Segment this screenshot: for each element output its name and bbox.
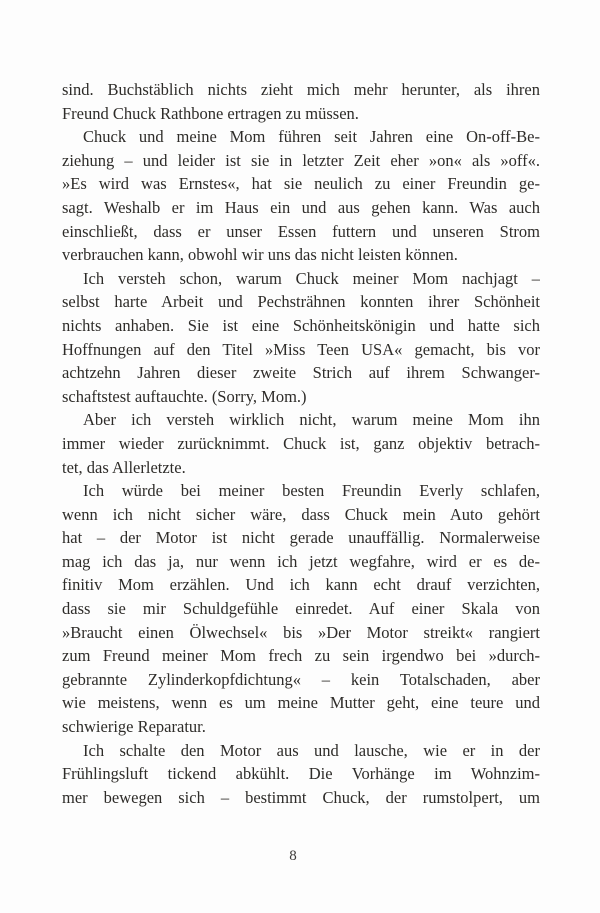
text-line: einschließt, dass er unser Essen futtern und unseren Strom — [62, 221, 540, 241]
text-line: dass sie mir Schuldgefühle einredet. Auf einer Skala von — [62, 599, 540, 619]
text-line: mag ich das ja, nur wenn ich jetzt wegfahre, wird er es de- — [62, 551, 540, 571]
text-line: ziehung – und leider ist sie in letzter Zeit eher »on« als »off«. — [62, 150, 540, 170]
text-line: schaftstest auftauchte. (Sorry, Mom.) — [62, 386, 307, 406]
text-line: tet, das Allerletzte. — [62, 457, 186, 477]
text-line: Aber ich versteh wirklich nicht, warum meine Mom ihn — [83, 410, 540, 430]
text-line: »Es wird was Ernstes«, hat sie neulich zu einer Freundin ge- — [62, 174, 540, 194]
text-line: immer wieder zurücknimmt. Chuck ist, ganz objektiv betrach- — [62, 433, 540, 453]
text-line: schwierige Reparatur. — [62, 717, 206, 737]
text-line: wie meistens, wenn es um meine Mutter geht, eine teure und — [62, 693, 540, 713]
text-line: Hoffnungen auf den Titel »Miss Teen USA« gemacht, bis vor — [62, 339, 540, 359]
text-line: gebrannte Zylinderkopfdichtung« – kein Totalschaden, aber — [62, 669, 540, 689]
text-line: sagt. Weshalb er im Haus ein und aus gehen kann. Was auch — [62, 197, 540, 217]
text-line: Ich würde bei meiner besten Freundin Everly schlafen, — [83, 481, 540, 501]
text-line: wenn ich nicht sicher wäre, dass Chuck mein Auto gehört — [62, 504, 540, 524]
text-line: achtzehn Jahren dieser zweite Strich auf ihrem Schwanger- — [62, 363, 540, 383]
text-line: selbst harte Arbeit und Pechsträhnen konnten ihrer Schönheit — [62, 292, 540, 312]
text-line: sind. Buchstäblich nichts zieht mich mehr herunter, als ihren — [62, 80, 540, 99]
text-line: Freund Chuck Rathbone ertragen zu müssen. — [62, 103, 359, 123]
text-line: finitiv Mom erzählen. Und ich kann echt drauf verzichten, — [62, 575, 540, 595]
page-number: 8 — [289, 848, 297, 864]
text-line: hat – der Motor ist nicht gerade unauffällig. Normalerweise — [62, 528, 540, 548]
body-text — [62, 78, 540, 809]
text-line: mer bewegen sich – bestimmt Chuck, der rumstolpert, um — [62, 787, 540, 807]
text-line: »Braucht einen Ölwechsel« bis »Der Motor streikt« rangiert — [62, 622, 540, 642]
text-line: nichts anhaben. Sie ist eine Schönheitskönigin und hatte sich — [62, 315, 540, 335]
text-line: Ich versteh schon, warum Chuck meiner Mom nachjagt – — [83, 268, 540, 288]
text-line: Chuck und meine Mom führen seit Jahren eine On-off-Be- — [83, 127, 540, 147]
text-line: verbrauchen kann, obwohl wir uns das nicht leisten können. — [62, 245, 458, 265]
text-line: Ich schalte den Motor aus und lausche, wie er in der — [83, 740, 540, 760]
text-line: zum Freund meiner Mom frech zu sein irgendwo bei »durch- — [62, 646, 540, 666]
text-line: Frühlingsluft tickend abkühlt. Die Vorhänge im Wohnzim- — [62, 764, 540, 784]
